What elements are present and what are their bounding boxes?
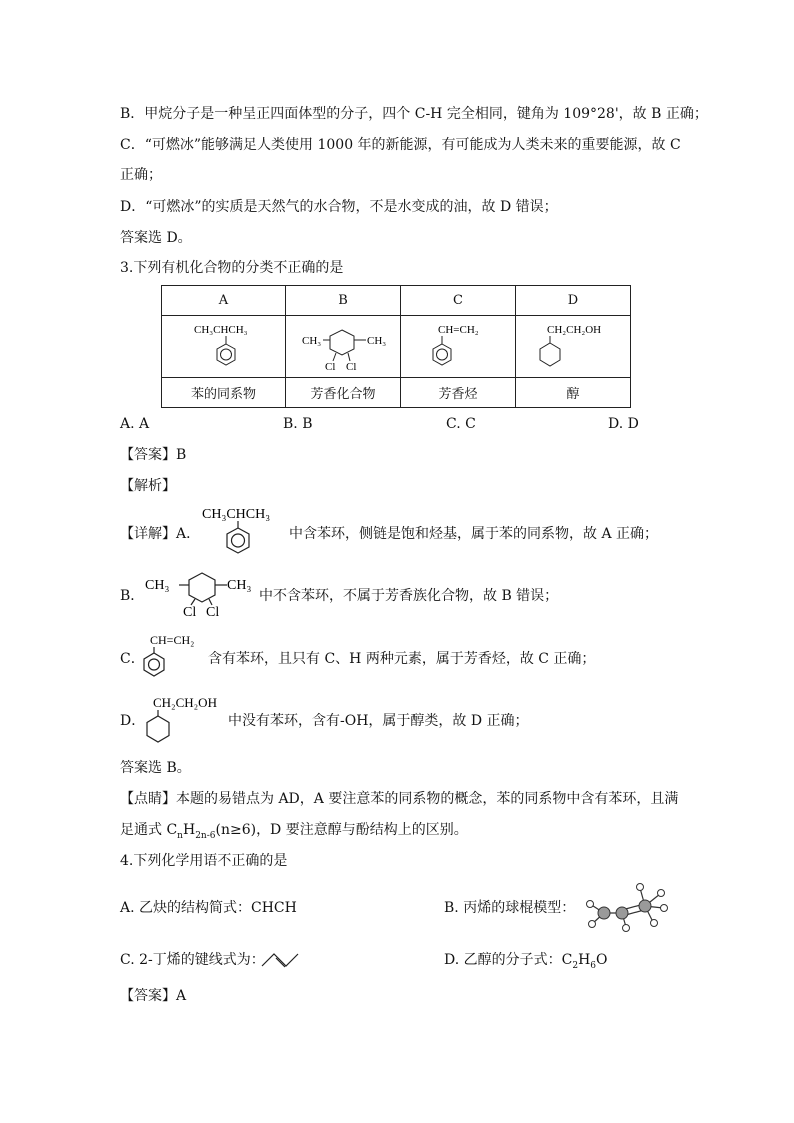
table-header-b: B <box>286 286 401 316</box>
svg-text:CH₃: CH₃ <box>227 578 252 593</box>
2-butene-skeletal-formula <box>260 948 302 970</box>
detail-d-text: 中没有苯环，含有-OH，属于醇类，故 D 正确； <box>228 713 529 729</box>
cumene-detail-structure <box>198 502 290 558</box>
class-cell-b: 芳香化合物 <box>286 378 401 408</box>
q3-analysis-title: 【解析】 <box>120 478 176 494</box>
table-header-d: D <box>516 286 631 316</box>
q4-answer: 【答案】A <box>120 988 187 1004</box>
explanation-b: B．甲烷分子是一种呈正四面体型的分子，四个 C-H 完全相同，键角为 109°28'，故 B 正确； <box>120 106 708 122</box>
explanation-d: D．“可燃冰”的实质是天然气的水合物，不是水变成的油，故 D 错误； <box>120 199 558 215</box>
class-cell-d: 醇 <box>516 378 631 408</box>
option-c: C. C <box>446 416 476 432</box>
structure-cell-a <box>162 316 286 378</box>
answer-select-d: 答案选 D。 <box>120 230 192 246</box>
table-header-c: C <box>401 286 516 316</box>
structure-cell-d <box>516 316 631 378</box>
cumene-structure <box>164 316 284 373</box>
detail-b-text: 中不含苯环，不属于芳香族化合物，故 B 错误； <box>259 588 559 604</box>
q3-answer: 【答案】B <box>120 447 187 463</box>
q3-comment-line1: 【点睛】本题的易错点为 AD，A 要注意苯的同系物的概念，苯的同系物中含有苯环，且满 <box>120 791 679 807</box>
option-a: A. A <box>120 416 150 432</box>
svg-text:CH₃CHCH₃: CH₃CHCH₃ <box>202 507 271 522</box>
svg-text:CH=CH₂: CH=CH₂ <box>438 324 479 336</box>
svg-text:Cl: Cl <box>206 605 220 617</box>
structure-cell-b <box>286 316 401 378</box>
q4-option-d: D. 乙醇的分子式：$C_2H_6O$ <box>444 952 608 971</box>
svg-text:CH₃: CH₃ <box>145 578 170 593</box>
explanation-c-line1: C．“可燃冰”能够满足人类使用 1000 年的新能源，有可能成为人类未来的重要能源，故 C <box>120 137 681 153</box>
option-d: D. D <box>608 416 639 432</box>
detail-c-prefix: C． <box>120 651 145 667</box>
explanation-c-line2: 正确； <box>120 167 162 183</box>
q4-option-b: B. 丙烯的球棍模型： <box>444 900 576 916</box>
q4-option-c: C. 2-丁烯的键线式为： <box>120 952 265 968</box>
detail-b-prefix: B． <box>120 588 145 604</box>
q3-comment-line2: 足通式 $C_nH_{2n-6}(n\ge 6)$，D 要注意醇与酚结构上的区别。 <box>120 822 468 841</box>
question-4-stem: 4.下列化学用语不正确的是 <box>120 853 288 869</box>
option-b: B. B <box>283 416 313 432</box>
cyclohexylethanol-structure <box>517 316 629 373</box>
class-cell-a: 苯的同系物 <box>162 378 286 408</box>
cyclohexylethanol-detail-structure <box>142 694 230 744</box>
svg-text:CH₃CHCH₃: CH₃CHCH₃ <box>193 324 248 336</box>
detail-a-text: 中含苯环，侧链是饱和烃基，属于苯的同系物，故 A 正确； <box>289 526 659 542</box>
svg-text:Cl: Cl <box>346 361 357 373</box>
svg-text:CH=CH₂: CH=CH₂ <box>150 633 195 647</box>
detail-a-prefix: 【详解】A． <box>120 526 201 542</box>
classification-table <box>161 285 631 408</box>
dichlorodimethylcyclohexane-structure <box>287 316 399 373</box>
q4-option-a: A. 乙炔的结构简式：CHCH <box>120 900 297 916</box>
detail-c-text: 含有苯环，且只有 C、H 两种元素，属于芳香烃，故 C 正确； <box>208 651 596 667</box>
structure-cell-c <box>401 316 516 378</box>
styrene-detail-structure <box>140 631 216 677</box>
svg-text:CH₃: CH₃ <box>302 335 322 347</box>
svg-text:Cl: Cl <box>183 605 197 617</box>
svg-text:CH₃: CH₃ <box>367 335 387 347</box>
table-header-a: A <box>162 286 286 316</box>
q3-answer-select: 答案选 B。 <box>120 760 191 776</box>
svg-text:Cl: Cl <box>325 361 336 373</box>
propene-ball-stick-model <box>584 880 670 938</box>
question-3-stem: 3.下列有机化合物的分类不正确的是 <box>120 260 344 276</box>
svg-text:CH₂CH₂OH: CH₂CH₂OH <box>153 695 217 710</box>
svg-text:CH₂CH₂OH: CH₂CH₂OH <box>547 324 602 336</box>
styrene-structure <box>402 316 514 373</box>
detail-d-prefix: D． <box>120 713 146 729</box>
class-cell-c: 芳香烃 <box>401 378 516 408</box>
dichlorodimethylcyclohexane-detail-structure <box>143 567 261 617</box>
